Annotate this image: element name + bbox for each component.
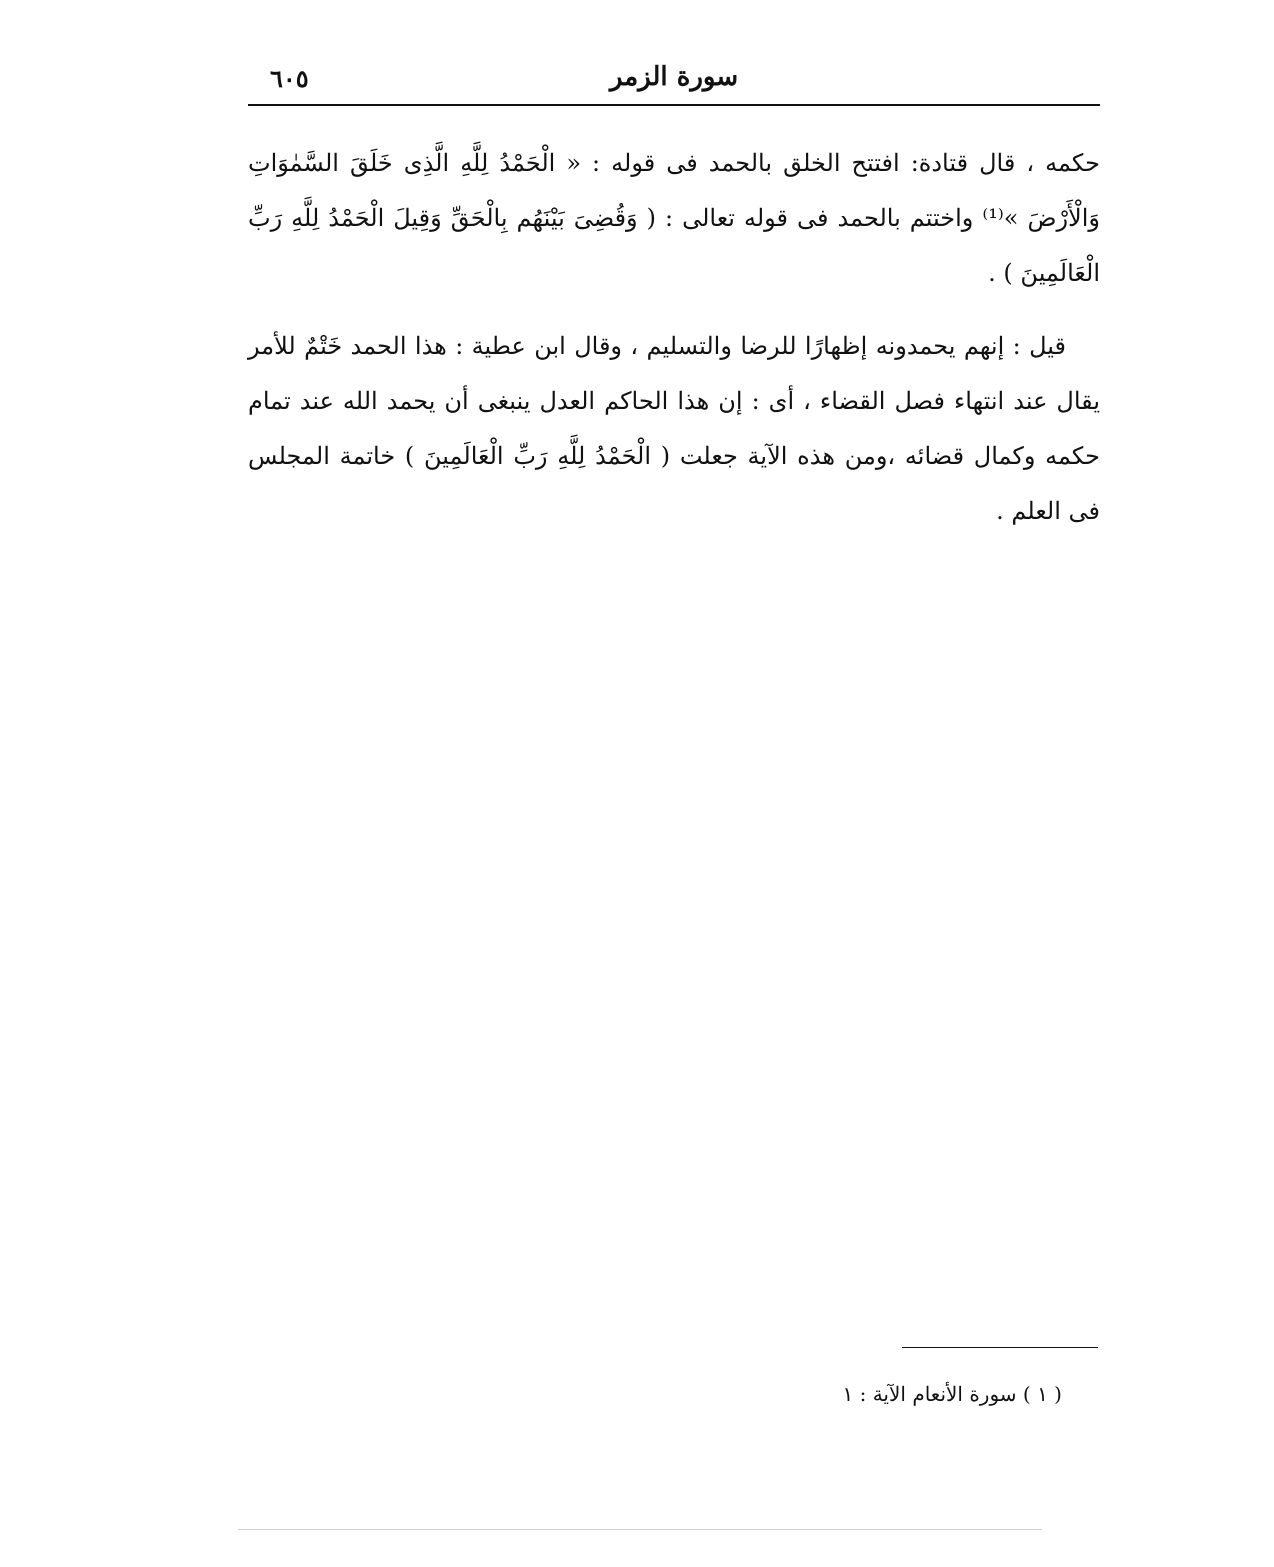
surah-title: سورة الزمر — [609, 62, 739, 92]
page-header — [248, 62, 1100, 106]
footnote-rule — [902, 1347, 1098, 1348]
page-number: ٦٠٥ — [270, 64, 309, 93]
paragraph-2: قيل : إنهم يحمدونه إظهارًا للرضا والتسليم ، وقال ابن عطية : هذا الحمد خَتْمٌ للأمر يقال عند انتهاء فصل القضاء ، أى : إن هذا الحاكم العدل ينبغى أن يحمد الله عند تمام حكمه وكمال قضائه ،ومن هذه الآية جعلت ( الْحَمْدُ لِلَّهِ رَبِّ الْعَالَمِينَ ) خاتمة المجلس فى العلم . — [248, 332, 1100, 525]
paragraph-1: حكمه ، قال قتادة: افتتح الخلق بالحمد فى قوله : « الْحَمْدُ لِلَّهِ الَّذِى خَلَقَ السَّمٰوَاتِ وَالْأَرْضَ »⁽¹⁾ واختتم بالحمد فى قوله تعالى : ( وَقُضِىَ بَيْنَهُم بِالْحَقِّ وَقِيلَ الْحَمْدُ لِلَّهِ رَبِّ الْعَالَمِينَ ) . — [248, 149, 1100, 287]
body-text — [248, 136, 1100, 539]
header-rule — [248, 104, 1100, 106]
bottom-scan-line — [238, 1529, 1042, 1530]
footnote: ( ١ ) سورة الأنعام الآية : ١ — [842, 1382, 1062, 1406]
